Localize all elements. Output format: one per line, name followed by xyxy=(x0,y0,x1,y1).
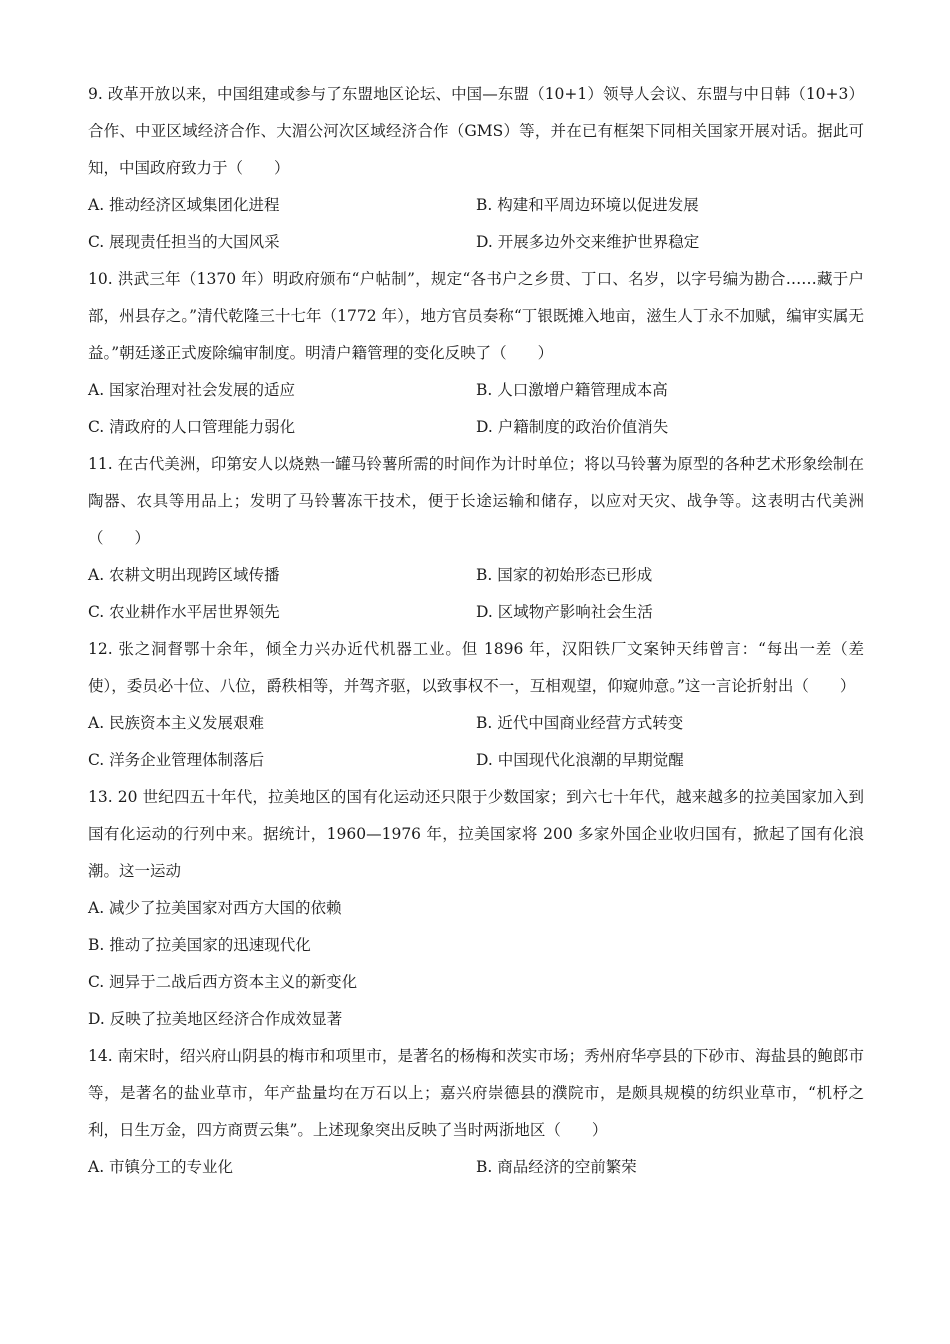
option-d[interactable]: D. 开展多边外交来维护世界稳定 xyxy=(476,233,700,251)
option-c[interactable]: C. 清政府的人口管理能力弱化 xyxy=(88,418,296,436)
question-9-stem: 9. 改革开放以来，中国组建或参与了东盟地区论坛、中国—东盟（10+1）领导人会议、东盟与中日韩（10+3）合作、中亚区域经济合作、大湄公河次区域经济合作（GMS）等，并在已有框架下同相关国家开展对话。据此可知，中国政府致力于（ ） xyxy=(88,85,864,177)
option-c[interactable]: C. 农业耕作水平居世界领先 xyxy=(88,603,280,621)
question-11-stem: 11. 在古代美洲，印第安人以烧熟一罐马铃薯所需的时间作为计时单位；将以马铃薯为原型的各种艺术形象绘制在陶器、农具等用品上；发明了马铃薯冻干技术，便于长途运输和储存，以应对天灾、战争等。这表明古代美洲（ ） xyxy=(88,455,864,547)
question-10-options-row-1 xyxy=(88,372,864,409)
option-a[interactable]: A. 民族资本主义发展艰难 xyxy=(88,714,265,732)
question-10-stem: 10. 洪武三年（1370 年）明政府颁布“户帖制”，规定“各书户之乡贯、丁口、名岁，以字号编为勘合……藏于户部，州县存之。”清代乾隆三十七年（1772 年），地方官员奏称“丁银既摊入地亩，滋生人丁永不加赋，编审实属无益。”朝廷遂正式废除编审制度。明清户籍管理的变化反映了（ ） xyxy=(88,270,864,362)
option-d[interactable]: D. 反映了拉美地区经济合作成效显著 xyxy=(88,1010,343,1028)
option-b[interactable]: B. 人口激增户籍管理成本高 xyxy=(476,381,668,399)
exam-page xyxy=(88,76,864,1186)
option-a[interactable]: A. 市镇分工的专业化 xyxy=(88,1158,234,1176)
option-a[interactable]: A. 农耕文明出现跨区域传播 xyxy=(88,566,280,584)
question-11-options-row-2 xyxy=(88,594,864,631)
option-b[interactable]: B. 国家的初始形态已形成 xyxy=(476,566,653,584)
question-12-options-row-1 xyxy=(88,705,864,742)
question-14-options-row-1 xyxy=(88,1149,864,1186)
option-a[interactable]: A. 推动经济区域集团化进程 xyxy=(88,196,280,214)
question-11-options-row-1 xyxy=(88,557,864,594)
question-12-stem: 12. 张之洞督鄂十余年，倾全力兴办近代机器工业。但 1896 年，汉阳铁厂文案钟天纬曾言：“每出一差（差使），委员必十位、八位，爵秩相等，并驾齐驱，以致事权不一，互相观望，仰窥帅意。”这一言论折射出（ ） xyxy=(88,640,864,695)
question-12-options-row-2 xyxy=(88,742,864,779)
question-13-stem: 13. 20 世纪四五十年代，拉美地区的国有化运动还只限于少数国家；到六七十年代，越来越多的拉美国家加入到国有化运动的行列中来。据统计，1960—1976 年，拉美国家将 200 多家外国企业收归国有，掀起了国有化浪潮。这一运动 xyxy=(88,788,864,880)
option-c[interactable]: C. 迥异于二战后西方资本主义的新变化 xyxy=(88,973,358,991)
question-9-options-row-1 xyxy=(88,187,864,224)
option-c[interactable]: C. 洋务企业管理体制落后 xyxy=(88,751,265,769)
option-b[interactable]: B. 商品经济的空前繁荣 xyxy=(476,1158,637,1176)
option-b[interactable]: B. 近代中国商业经营方式转变 xyxy=(476,714,684,732)
option-a[interactable]: A. 国家治理对社会发展的适应 xyxy=(88,381,296,399)
question-9-options-row-2 xyxy=(88,224,864,261)
option-d[interactable]: D. 户籍制度的政治价值消失 xyxy=(476,418,669,436)
question-10-options-row-2 xyxy=(88,409,864,446)
option-d[interactable]: D. 中国现代化浪潮的早期觉醒 xyxy=(476,751,684,769)
question-14-stem: 14. 南宋时，绍兴府山阴县的梅市和项里市，是著名的杨梅和茨实市场；秀州府华亭县的下砂市、海盐县的鲍郎市等，是著名的盐业草市，年产盐量均在万石以上；嘉兴府崇德县的濮院市，是颇具规模的纺织业草市，“机杼之利，日生万金，四方商贾云集”。上述现象突出反映了当时两浙地区（ ） xyxy=(88,1047,864,1139)
option-b[interactable]: B. 推动了拉美国家的迅速现代化 xyxy=(88,936,311,954)
option-c[interactable]: C. 展现责任担当的大国风采 xyxy=(88,233,280,251)
option-a[interactable]: A. 减少了拉美国家对西方大国的依赖 xyxy=(88,899,342,917)
option-d[interactable]: D. 区域物产影响社会生活 xyxy=(476,603,653,621)
option-b[interactable]: B. 构建和平周边环境以促进发展 xyxy=(476,196,699,214)
